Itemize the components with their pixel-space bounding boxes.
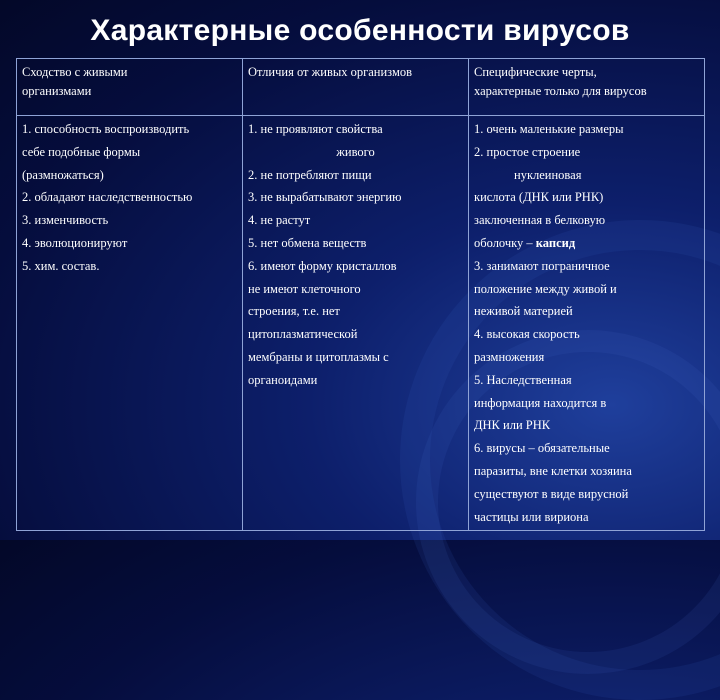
list-item: не имеют клеточного: [248, 281, 361, 296]
list-item: информация находится в: [474, 395, 607, 410]
list-item: 1. не проявляют свойства: [248, 122, 383, 136]
slide-title: Характерные особенности вирусов: [90, 14, 630, 47]
list-item: живого: [336, 144, 375, 159]
header-differences: [243, 59, 469, 116]
list-item: 5. нет обмена веществ: [248, 235, 367, 250]
list-item: мембраны и цитоплазмы с: [248, 349, 389, 364]
list-item: 6. имеют форму кристаллов: [248, 258, 397, 273]
list-item: 1. очень маленькие размеры: [474, 122, 624, 136]
list-item: положение между живой и: [474, 281, 617, 296]
list-item: кислота (ДНК или РНК): [474, 190, 604, 205]
header-line: характерные только для вирусов: [474, 84, 647, 98]
list-item: себе подобные формы: [22, 144, 141, 159]
header-similarities: [17, 59, 243, 116]
capsid-prefix: оболочку –: [474, 235, 536, 250]
list-item: неживой материей: [474, 304, 573, 319]
cell-specific: [469, 116, 705, 531]
list-item: 2. обладают наследственностью: [22, 190, 193, 205]
list-item: 3. не вырабатывают энергию: [248, 190, 402, 205]
list-item: [474, 232, 699, 255]
table-header-row: [17, 59, 705, 116]
list-item: ДНК или РНК: [474, 418, 551, 433]
list-item: 5. Наследственная: [474, 372, 572, 387]
capsid-term: капсид: [535, 235, 576, 250]
list-item: 5. хим. состав.: [22, 258, 100, 273]
list-item: 2. не потребляют пищи: [248, 167, 372, 182]
list-item: 6. вирусы – обязательные: [474, 441, 610, 456]
list-item: нуклеиновая: [514, 167, 582, 182]
list-item: паразиты, вне клетки хозяина: [474, 463, 632, 478]
list-item: 2. простое строение: [474, 144, 581, 159]
list-item: заключенная в белковую: [474, 213, 606, 228]
list-item: 4. эволюционируют: [22, 235, 128, 250]
list-item: частицы или вириона: [474, 509, 589, 524]
features-table: [16, 58, 705, 531]
list-item: существуют в виде вирусной: [474, 486, 629, 501]
list-item: 3. изменчивость: [22, 213, 109, 228]
list-item: (размножаться): [22, 167, 104, 182]
list-item: размножения: [474, 349, 545, 364]
list-item: 4. не растут: [248, 213, 311, 228]
list-item: органоидами: [248, 372, 318, 387]
header-line: Специфические черты,: [474, 65, 597, 79]
header-line: Сходство с живыми: [22, 65, 128, 79]
table-body-row: [17, 116, 705, 531]
list-item: цитоплазматической: [248, 327, 358, 342]
header-specific: [469, 59, 705, 116]
cell-differences: [243, 116, 469, 531]
list-item: 1. способность воспроизводить: [22, 122, 190, 136]
list-item: 3. занимают пограничное: [474, 258, 610, 273]
header-line: Отличия от живых организмов: [248, 65, 413, 79]
list-item: 4. высокая скорость: [474, 327, 580, 342]
header-line: организмами: [22, 84, 92, 98]
cell-similarities: [17, 116, 243, 531]
list-item: строения, т.е. нет: [248, 304, 340, 319]
